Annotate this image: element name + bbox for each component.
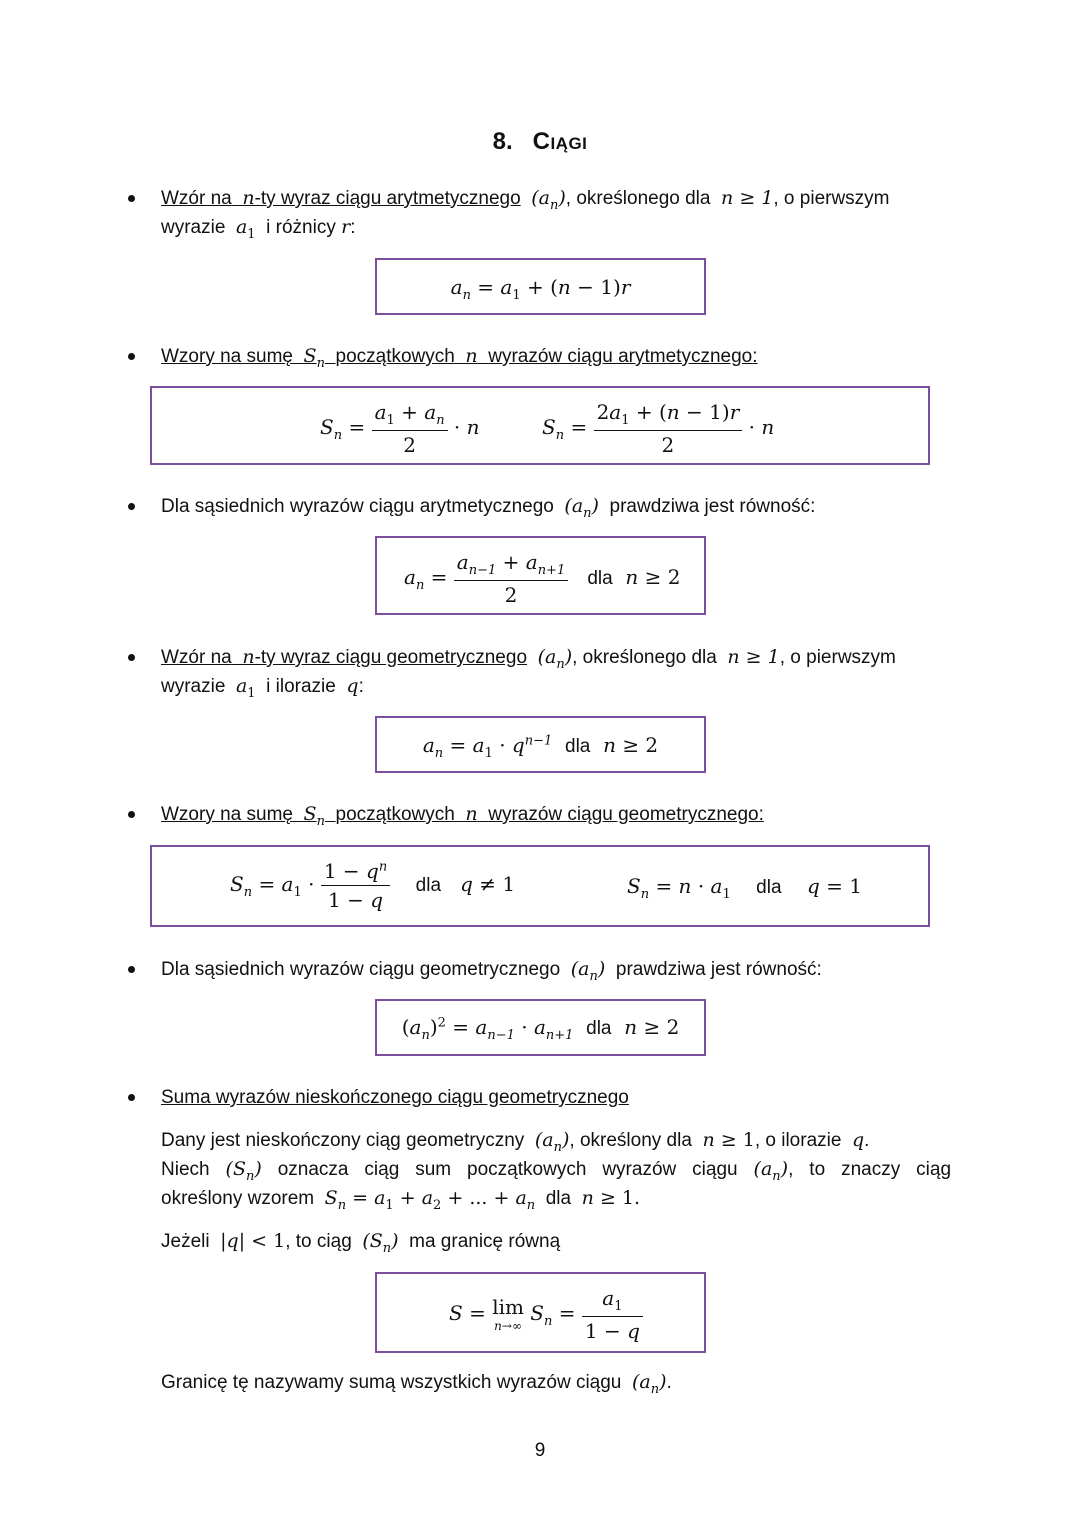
item-1-line-2: wyrazie $a_1$ i różnicy r:: [161, 216, 356, 242]
item-4-line-1: Wzór na n-ty wyraz ciągu geometrycznego $(a_n)$, określonego dla n ≥ 1, o pierwszym: [161, 646, 896, 672]
formula-geometric-sum: $S_n = a_1$ · $\frac{1 - q^n}{1 - q}$ dla q ≠ 1 $S_n = n \cdot a_1$ dla q = 1: [150, 845, 930, 927]
item-3-text: Dla sąsiednich wyrazów ciągu arytmetycznego $(a_n)$ prawdziwa jest równość:: [161, 495, 816, 521]
item-6-text: Dla sąsiednich wyrazów ciągu geometrycznego $(a_n)$ prawdziwa jest równość:: [161, 958, 822, 984]
bullet-4: [128, 654, 135, 661]
item-7-p4: Jeżeli |q| < 1, to ciąg $(S_n)$ ma granicę równą: [161, 1230, 561, 1256]
bullet-2: [128, 353, 135, 360]
bullet-6: [128, 966, 135, 973]
bullet-3: [128, 503, 135, 510]
bullet-5: [128, 811, 135, 818]
item-7-heading: Suma wyrazów nieskończonego ciągu geometrycznego: [161, 1087, 629, 1108]
formula-arithmetic-nth-term: $a_n = a_1 + (n - 1)r$: [375, 258, 706, 315]
formula-geometric-nth-term: $a_n = a_1 \cdot q^{n-1}$ dla n ≥ 2: [375, 716, 706, 773]
bullet-1: [128, 195, 135, 202]
item-2-heading: Wzory na sumę $S_n$ początkowych n wyrazów ciągu arytmetycznego:: [161, 345, 758, 371]
item-7-p1: Dany jest nieskończony ciąg geometryczny $(a_n)$, określony dla n ≥ 1, o ilorazie q.: [161, 1129, 870, 1155]
formula-geometric-neighbours: $(a_n)^2 = a_{n-1} \cdot a_{n+1}$ dla n ≥ 2: [375, 999, 706, 1056]
formula-arithmetic-sum: $S_n$ = $\frac{a_1 + a_n}{2}$ · n $S_n$ = $\frac{2a_1 + (n - 1)r}{2}$ · n: [150, 386, 930, 465]
item-7-p2: Niech $(S_n)$ oznacza ciąg sum początkowych wyrazów ciągu $(a_n)$, to znaczy ciąg: [161, 1158, 952, 1184]
page-title: 8. Ciągi: [492, 128, 588, 155]
item-4-line-2: wyrazie $a_1$ i ilorazie q:: [161, 675, 364, 701]
item-5-heading: Wzory na sumę $S_n$ początkowych n wyrazów ciągu geometrycznego:: [161, 803, 764, 829]
item-1-line-1: Wzór na n-ty wyraz ciągu arytmetycznego $(a_n)$, określonego dla n ≥ 1, o pierwszym: [161, 187, 890, 213]
formula-arithmetic-neighbours: $a_n$ = $\frac{a_{n-1} + a_{n+1}}{2}$ dla n ≥ 2: [375, 536, 706, 615]
item-7-p5: Granicę tę nazywamy sumą wszystkich wyrazów ciągu $(a_n)$.: [161, 1371, 672, 1397]
item-7-p3: określony wzorem $S_n = a_1 + a_2$ + ... + $a_n$ dla n ≥ 1.: [161, 1187, 641, 1213]
page-number: 9: [534, 1440, 546, 1461]
bullet-7: [128, 1094, 135, 1101]
formula-infinite-sum: S = lim n→∞ $S_n$ = $\frac{a_1}{1 - q}$: [375, 1272, 706, 1353]
